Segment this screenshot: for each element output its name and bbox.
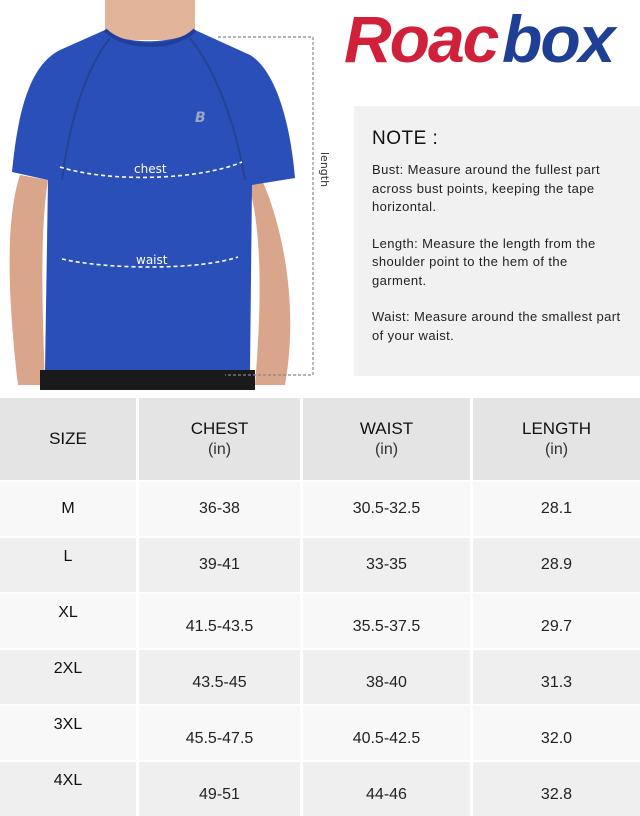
size-cell: L (0, 538, 136, 592)
brand-logo (344, 4, 640, 70)
size-cell: 2XL (0, 650, 136, 704)
size-cell: M (0, 482, 136, 536)
header-chest (139, 398, 300, 480)
length-cell: 28.9 (473, 538, 640, 592)
chest-cell: 43.5-45 (139, 650, 300, 704)
header-label: WAIST (359, 419, 414, 438)
chest-cell: 49-51 (139, 762, 300, 816)
chest-cell: 45.5-47.5 (139, 706, 300, 760)
table-row (0, 594, 640, 648)
length-cell: 29.7 (473, 594, 640, 648)
waist-cell: 44-46 (303, 762, 470, 816)
table-row (0, 762, 640, 816)
waist-cell: 33-35 (303, 538, 470, 592)
table-row (0, 538, 640, 592)
length-cell: 32.0 (473, 706, 640, 760)
header-length (473, 398, 640, 480)
chest-cell: 39-41 (139, 538, 300, 592)
table-row (0, 482, 640, 536)
table-row (0, 650, 640, 704)
table-header-row (0, 398, 640, 480)
logo-text-red: Roac (344, 4, 498, 70)
size-cell: 3XL (0, 706, 136, 760)
header-unit: (in) (374, 441, 399, 458)
note-title: NOTE : (372, 128, 439, 149)
note-length: Length: Measure the length from the shoulder point to the hem of the garment. (372, 235, 596, 288)
length-label: length (318, 152, 331, 188)
header-size (0, 398, 136, 480)
header-unit: (in) (207, 441, 232, 458)
product-photo (0, 0, 340, 390)
note-waist: Waist: Measure around the smallest part of your waist. (372, 309, 621, 343)
chest-cell: 41.5-43.5 (139, 594, 300, 648)
waist-cell: 38-40 (303, 650, 470, 704)
header-waist (303, 398, 470, 480)
model-shirt-illustration (0, 0, 340, 390)
waist-cell: 30.5-32.5 (303, 482, 470, 536)
header-label: LENGTH (522, 419, 591, 438)
length-cell: 31.3 (473, 650, 640, 704)
length-cell: 32.8 (473, 762, 640, 816)
header-unit: (in) (544, 441, 569, 458)
measurement-note-panel (354, 106, 640, 376)
logo-text-blue: box (502, 4, 614, 70)
header-label: CHEST (190, 419, 249, 438)
chest-cell: 36-38 (139, 482, 300, 536)
note-bust: Bust: Measure around the fullest part across bust points, keeping the tape horizontal. (372, 162, 600, 214)
waist-cell: 40.5-42.5 (303, 706, 470, 760)
waist-cell: 35.5-37.5 (303, 594, 470, 648)
chest-label: chest (134, 162, 167, 176)
header-label: SIZE (49, 429, 87, 448)
table-row (0, 706, 640, 760)
svg-text:B: B (195, 110, 206, 126)
waist-label: waist (136, 253, 168, 267)
length-cell: 28.1 (473, 482, 640, 536)
size-cell: 4XL (0, 762, 136, 816)
size-cell: XL (0, 594, 136, 648)
